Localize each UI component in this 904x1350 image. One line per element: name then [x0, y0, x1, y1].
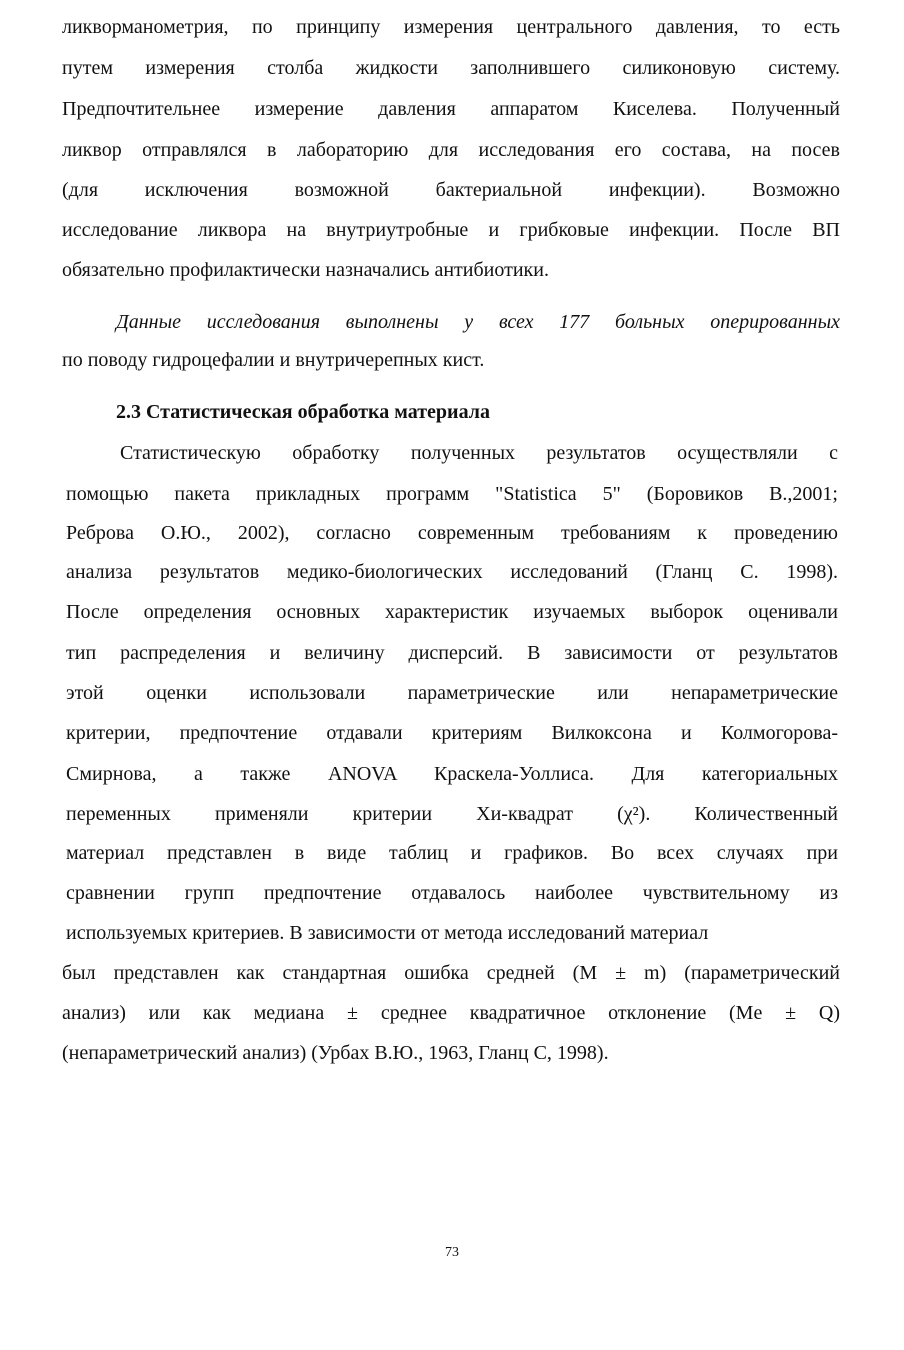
section-heading: 2.3 Статистическая обработка материала	[116, 401, 490, 423]
paragraph-1-line-7: обязательно профилактически назначались антибиотики.	[62, 259, 549, 281]
paragraph-3-line-10: переменных применяли критерии Хи-квадрат (χ²). Количественный	[66, 803, 838, 825]
paragraph-3-line-2: помощью пакета прикладных программ "Statistica 5" (Боровиков В.,2001;	[66, 483, 838, 505]
paragraph-1-line-3: Предпочтительнее измерение давления аппаратом Киселева. Полученный	[62, 98, 840, 120]
paragraph-2-line-2: по поводу гидроцефалии и внутричерепных кист.	[62, 349, 485, 371]
paragraph-1-line-5: (для исключения возможной бактериальной инфекции). Возможно	[62, 179, 840, 201]
paragraph-3-line-5: После определения основных характеристик изучаемых выборок оценивали	[66, 601, 838, 623]
paragraph-2-line-1: Данные исследования выполнены у всех 177 больных оперированных	[116, 311, 840, 333]
paragraph-1-line-6: исследование ликвора на внутриутробные и грибковые инфекции. После ВП	[62, 219, 840, 241]
paragraph-3-line-1: Статистическую обработку полученных результатов осуществляли с	[120, 442, 838, 464]
paragraph-3-line-4: анализа результатов медико-биологических исследований (Гланц С. 1998).	[66, 561, 838, 583]
paragraph-3-line-6: тип распределения и величину дисперсий. В зависимости от результатов	[66, 642, 838, 664]
paragraph-3-line-7: этой оценки использовали параметрические или непараметрические	[66, 682, 838, 704]
paragraph-3-line-15: анализ) или как медиана ± среднее квадратичное отклонение (Me ± Q)	[62, 1002, 840, 1024]
paragraph-3-line-16: (непараметрический анализ) (Урбах В.Ю., 1963, Гланц С, 1998).	[62, 1042, 609, 1064]
paragraph-3-line-14: был представлен как стандартная ошибка средней (M ± m) (параметрический	[62, 962, 840, 984]
paragraph-1-line-4: ликвор отправлялся в лабораторию для исследования его состава, на посев	[62, 139, 840, 161]
paragraph-3-line-8: критерии, предпочтение отдавали критериям Вилкоксона и Колмогорова-	[66, 722, 838, 744]
paragraph-3-line-9: Смирнова, а также ANOVA Краскела-Уоллиса. Для категориальных	[66, 763, 838, 785]
page-number: 73	[445, 1245, 459, 1260]
paragraph-3-line-11: материал представлен в виде таблиц и графиков. Во всех случаях при	[66, 842, 838, 864]
paragraph-3-line-3: Реброва О.Ю., 2002), согласно современным требованиям к проведению	[66, 522, 838, 544]
paragraph-3-line-13: используемых критериев. В зависимости от метода исследований материал	[66, 922, 709, 944]
paragraph-1-line-1: ликворманометрия, по принципу измерения центрального давления, то есть	[62, 16, 840, 38]
paragraph-1-line-2: путем измерения столба жидкости заполнившего силиконовую систему.	[62, 57, 840, 79]
paragraph-3-line-12: сравнении групп предпочтение отдавалось наиболее чувствительному из	[66, 882, 838, 904]
